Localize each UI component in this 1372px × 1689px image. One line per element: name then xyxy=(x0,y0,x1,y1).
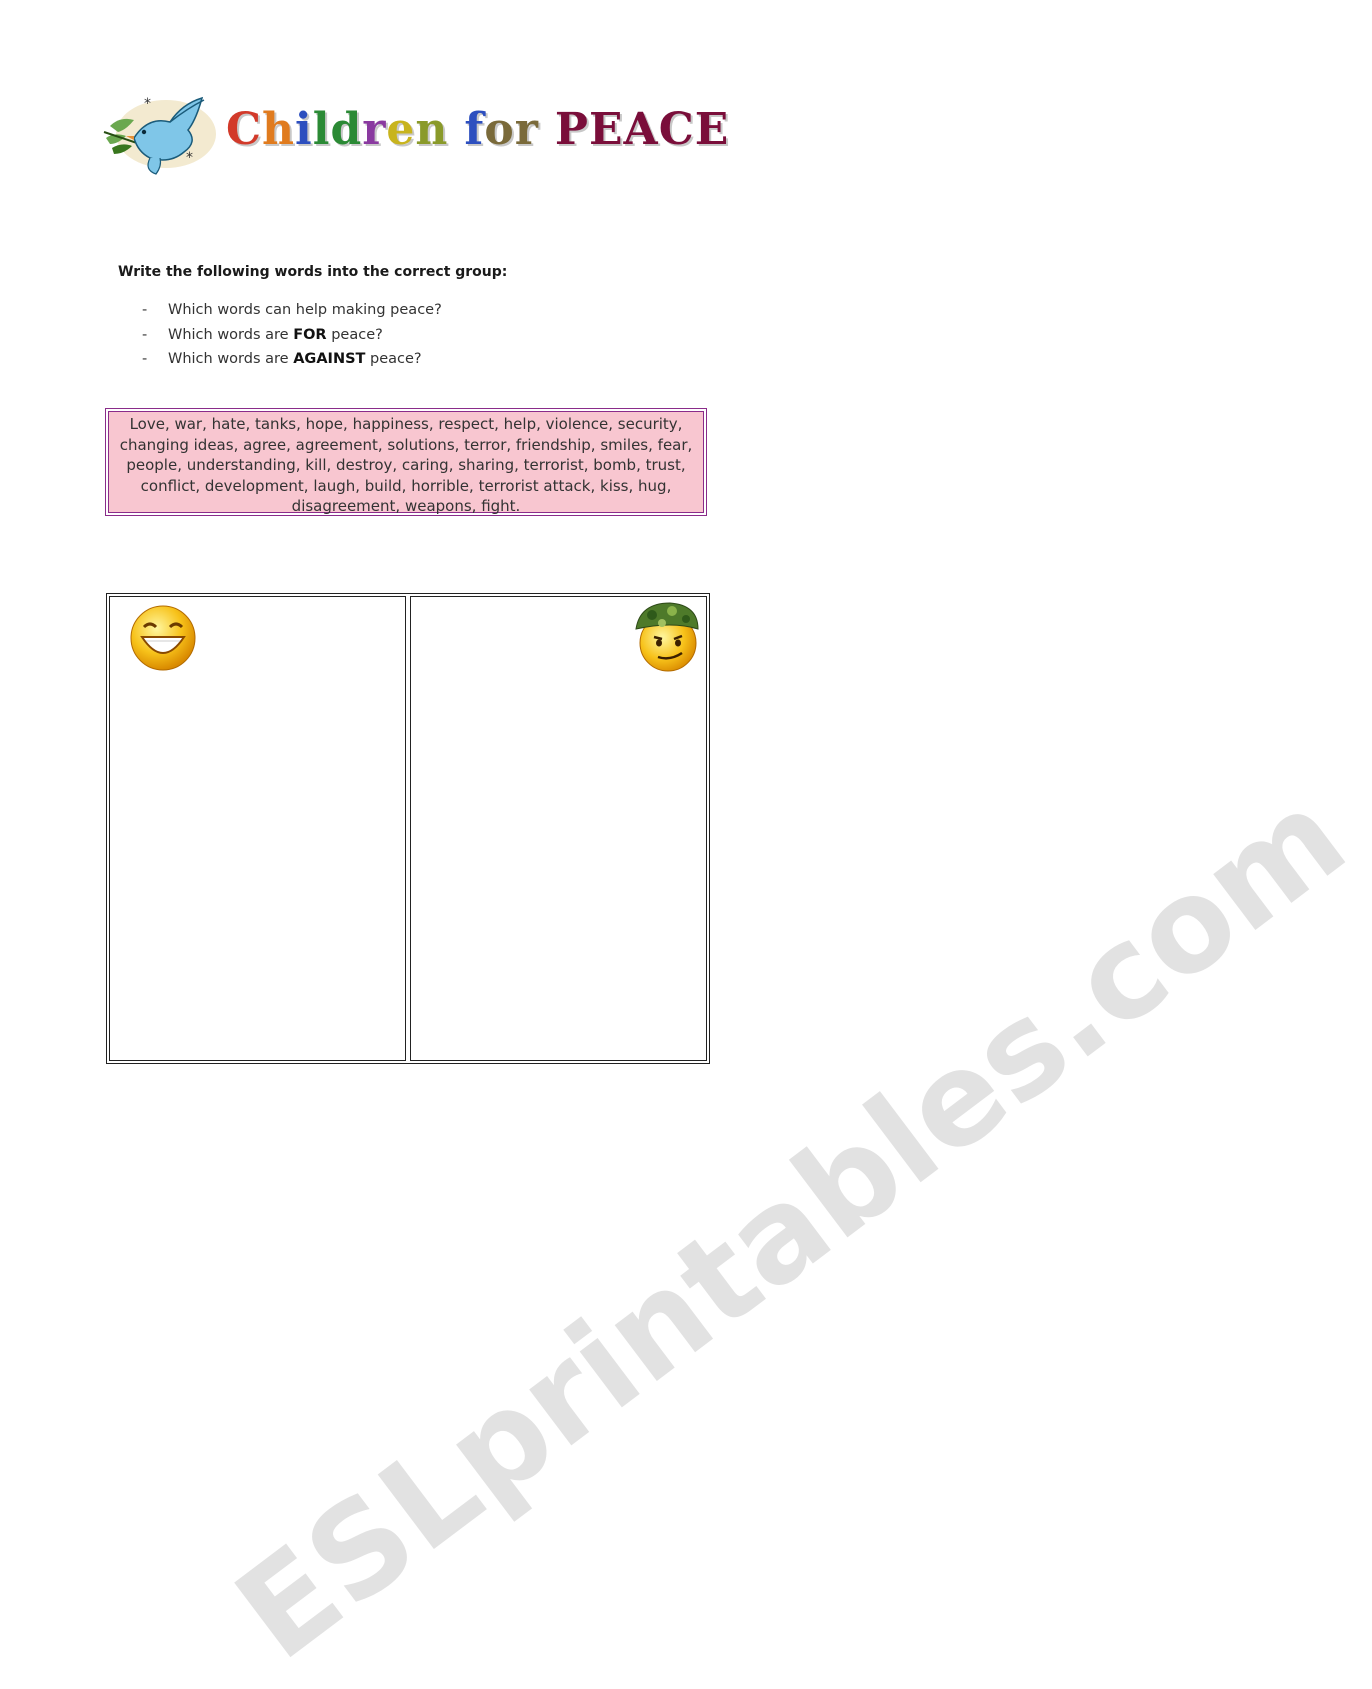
title-word xyxy=(555,104,729,155)
dove-icon xyxy=(100,86,218,178)
question-text: Which words are xyxy=(168,327,294,343)
page-title xyxy=(226,104,745,164)
question-dash: - xyxy=(142,302,148,318)
word-bank: Love, war, hate, tanks, hope, happiness, respect, help, violence, security, changing ideas, agree, agreement, solutions, terror, friendship, smiles, fear, people, understanding, kill, destroy, caring, sharing, terrorist, bomb, trust, conflict, development, laugh, build, horrible, terrorist attack, kiss, hug, disagreement, weapons, fight. xyxy=(108,411,704,513)
question-dash: - xyxy=(142,351,148,367)
svg-text:*: * xyxy=(144,96,151,112)
question-text: Which words are xyxy=(168,351,294,367)
laughing-smiley-icon xyxy=(128,603,198,673)
question-emphasis: AGAINST xyxy=(293,351,366,367)
title-letter: n xyxy=(415,104,449,155)
title-letter: E xyxy=(589,104,624,155)
svg-text:*: * xyxy=(186,150,193,166)
sorting-table xyxy=(106,593,710,1064)
for-peace-column[interactable] xyxy=(109,596,406,1061)
title-word xyxy=(464,104,538,155)
title-letter: C xyxy=(658,104,695,155)
title-letter: h xyxy=(262,104,296,155)
title-letter: e xyxy=(386,104,416,155)
question-2 xyxy=(142,327,383,343)
title-letter: A xyxy=(623,104,659,155)
question-emphasis: FOR xyxy=(293,327,327,343)
title-letter: l xyxy=(312,104,331,155)
soldier-smiley-icon xyxy=(632,599,702,673)
against-peace-column[interactable] xyxy=(410,596,707,1061)
question-text-end: peace? xyxy=(365,351,422,367)
question-text: Which words can help making peace? xyxy=(168,302,442,318)
title-letter: r xyxy=(362,104,387,155)
title-letter: f xyxy=(464,104,485,155)
title-letter: E xyxy=(694,104,730,155)
title-letter: o xyxy=(484,104,515,155)
watermark: ESLprintables.com xyxy=(210,761,1372,1689)
title-letter: r xyxy=(514,104,539,155)
question-1 xyxy=(142,302,442,318)
instruction-heading: Write the following words into the correct group: xyxy=(118,264,508,280)
question-text-end: peace? xyxy=(326,327,383,343)
title-letter: C xyxy=(226,104,263,155)
title-letter: i xyxy=(295,104,313,155)
question-dash: - xyxy=(142,327,148,343)
title-letter: d xyxy=(330,104,363,155)
question-3 xyxy=(142,351,422,367)
title-letter: P xyxy=(554,104,589,155)
title-word xyxy=(226,104,448,155)
